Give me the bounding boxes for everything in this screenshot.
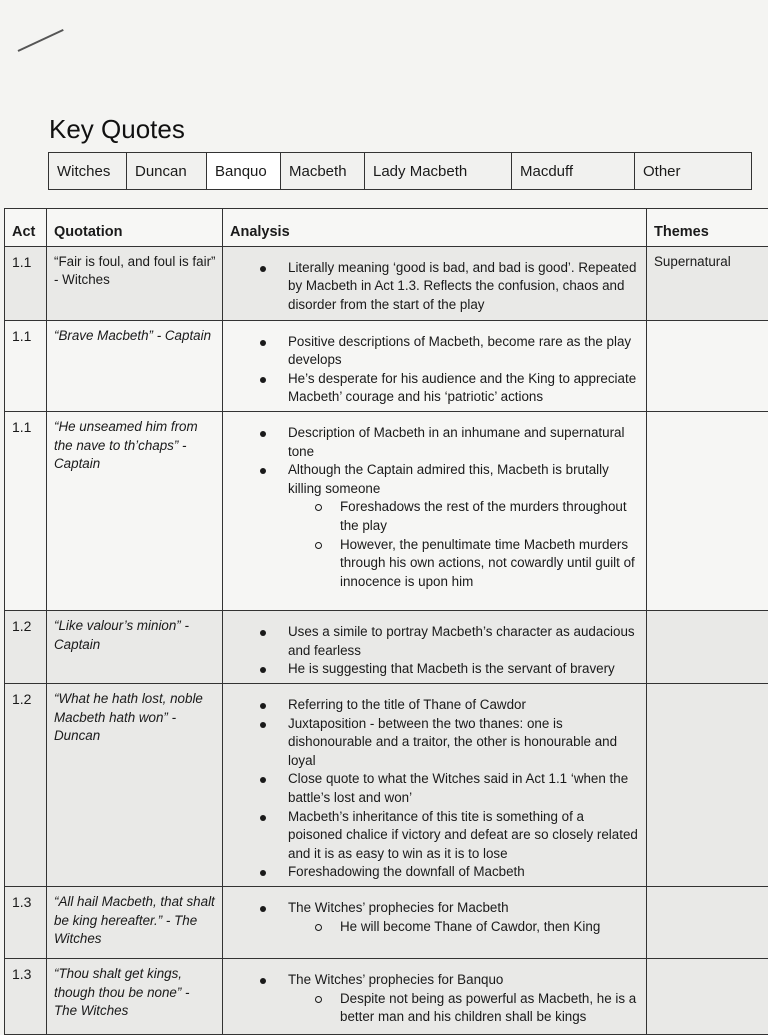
quotation-cell: “Fair is foul, and foul is fair” - Witches	[47, 246, 223, 320]
quotation-cell: “Brave Macbeth” - Captain	[47, 320, 223, 411]
act-cell: 1.1	[5, 246, 47, 320]
analysis-point	[288, 715, 640, 771]
tab-macduff[interactable]: Macduff	[512, 153, 635, 189]
analysis-point	[288, 971, 640, 1027]
analysis-cell	[223, 246, 647, 320]
table-row	[5, 683, 768, 886]
act-cell: 1.3	[5, 886, 47, 958]
analysis-cell	[223, 320, 647, 411]
table-row	[5, 246, 768, 320]
tab-duncan[interactable]: Duncan	[127, 153, 207, 189]
themes-cell	[647, 320, 768, 411]
page-title: Key Quotes	[49, 114, 185, 145]
tab-banquo[interactable]: Banquo	[207, 153, 281, 189]
analysis-sublist	[288, 918, 640, 937]
analysis-sublist	[288, 498, 640, 591]
analysis-point	[288, 863, 640, 882]
pen-mark	[18, 29, 64, 52]
analysis-point-text: Literally meaning ‘good is bad, and bad is good’. Repeated by Macbeth in Act 1.3. Reflects the confusion, chaos and disorder from the start of the play	[288, 260, 636, 312]
analysis-point-text: He’s desperate for his audience and the King to appreciate Macbeth’ courage and his ‘patriotic’ actions	[288, 371, 636, 405]
quotation-cell: “Thou shalt get kings, though thou be none” - The Witches	[47, 958, 223, 1034]
analysis-point-text: Uses a simile to portray Macbeth’s character as audacious and fearless	[288, 624, 635, 658]
analysis-list	[230, 971, 640, 1027]
act-cell: 1.1	[5, 320, 47, 411]
quotation-cell: “What he hath lost, noble Macbeth hath won” - Duncan	[47, 683, 223, 886]
table-header-row	[5, 209, 768, 247]
themes-cell: Supernatural	[647, 246, 768, 320]
analysis-point	[288, 770, 640, 807]
key-quotes-table	[4, 208, 768, 1035]
themes-cell	[647, 610, 768, 683]
analysis-point-text: Referring to the title of Thane of Cawdor	[288, 697, 526, 712]
analysis-list	[230, 899, 640, 936]
analysis-point	[288, 333, 640, 370]
analysis-subpoint: However, the penultimate time Macbeth murders through his own actions, not cowardly until guilt of innocence is upon him	[340, 536, 640, 592]
character-tabs	[48, 152, 752, 190]
tab-lady-macbeth[interactable]: Lady Macbeth	[365, 153, 512, 189]
analysis-point-text: Macbeth’s inheritance of this tite is something of a poisoned chalice if victory and defeat are so closely related and it is as easy to win as it is to lose	[288, 809, 638, 861]
analysis-cell	[223, 886, 647, 958]
analysis-list	[230, 259, 640, 315]
analysis-point-text: Foreshadowing the downfall of Macbeth	[288, 864, 525, 879]
act-cell: 1.2	[5, 610, 47, 683]
analysis-point-text: He is suggesting that Macbeth is the servant of bravery	[288, 661, 615, 676]
quotation-cell: “All hail Macbeth, that shalt be king hereafter.” - The Witches	[47, 886, 223, 958]
analysis-point	[288, 424, 640, 461]
tab-macbeth[interactable]: Macbeth	[281, 153, 365, 189]
act-cell: 1.2	[5, 683, 47, 886]
table-row	[5, 610, 768, 683]
header-act: Act	[5, 209, 47, 247]
themes-cell	[647, 683, 768, 886]
analysis-point	[288, 623, 640, 660]
analysis-point-text: Positive descriptions of Macbeth, become rare as the play develops	[288, 334, 631, 368]
themes-cell	[647, 886, 768, 958]
header-analysis: Analysis	[223, 209, 647, 247]
analysis-point-text: Although the Captain admired this, Macbeth is brutally killing someone	[288, 462, 609, 496]
analysis-point-text: Description of Macbeth in an inhumane and supernatural tone	[288, 425, 624, 459]
header-quotation: Quotation	[47, 209, 223, 247]
analysis-cell	[223, 411, 647, 610]
analysis-cell	[223, 958, 647, 1034]
analysis-list	[230, 424, 640, 591]
analysis-list	[230, 623, 640, 679]
table-row	[5, 411, 768, 610]
analysis-point	[288, 660, 640, 679]
analysis-point	[288, 259, 640, 315]
analysis-subpoint: Despite not being as powerful as Macbeth, he is a better man and his children shall be kings	[340, 990, 640, 1027]
analysis-list	[230, 696, 640, 882]
analysis-subpoint: Foreshadows the rest of the murders throughout the play	[340, 498, 640, 535]
table-row	[5, 320, 768, 411]
act-cell: 1.3	[5, 958, 47, 1034]
analysis-point	[288, 461, 640, 591]
analysis-cell	[223, 683, 647, 886]
quotation-cell: “He unseamed him from the nave to th’chaps” - Captain	[47, 411, 223, 610]
analysis-point-text: The Witches’ prophecies for Banquo	[288, 972, 503, 987]
analysis-point	[288, 808, 640, 864]
header-themes: Themes	[647, 209, 768, 247]
analysis-point	[288, 370, 640, 407]
analysis-point-text: Close quote to what the Witches said in Act 1.1 ‘when the battle’s lost and won’	[288, 771, 628, 805]
quotation-cell: “Like valour’s minion” - Captain	[47, 610, 223, 683]
analysis-point-text: The Witches’ prophecies for Macbeth	[288, 900, 509, 915]
analysis-cell	[223, 610, 647, 683]
analysis-subpoint: He will become Thane of Cawdor, then King	[340, 918, 640, 937]
analysis-point-text: Juxtaposition - between the two thanes: one is dishonourable and a traitor, the other is honourable and loyal	[288, 716, 617, 768]
analysis-list	[230, 333, 640, 407]
analysis-sublist	[288, 990, 640, 1027]
analysis-point	[288, 696, 640, 715]
table-row	[5, 958, 768, 1034]
act-cell: 1.1	[5, 411, 47, 610]
tab-witches[interactable]: Witches	[49, 153, 127, 189]
tab-other[interactable]: Other	[635, 153, 751, 189]
analysis-point	[288, 899, 640, 936]
themes-cell	[647, 958, 768, 1034]
themes-cell	[647, 411, 768, 610]
table-row	[5, 886, 768, 958]
